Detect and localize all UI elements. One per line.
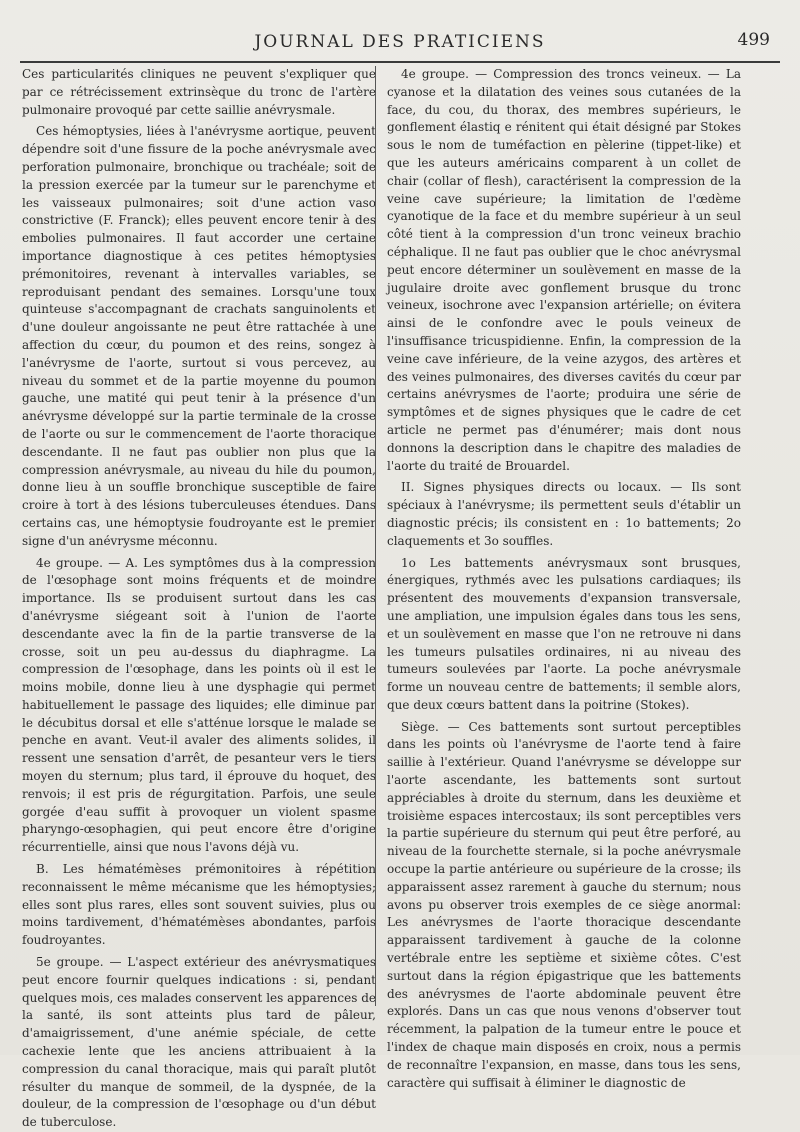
paragraph: 1o Les battements anévrysmaux sont brusques, énergiques, rythmés avec les pulsations cardiaques; ils présentent des mouvements d'expansion transversale, une ampliation, une impulsion égales dans tous les sens, et un soulèvement en masse que l'on ne retrouve ni dans les tumeurs pulsatiles ordinaires, ni au niveau des tumeurs soulevées par l'aorte. La poche anévrysmale forme un nouveau centre de battements; il semble alors, que deux cœurs battent dans la poitrine (Stokes). <box>387 555 741 712</box>
paragraph: Siège. — Ces battements sont surtout perceptibles dans les points où l'anévrysme de l'aorte tend à faire saillie à l'extérieur. Quand l'anévrysme se développe sur l'aorte ascendante, les battements sont surtout appréciables à droite du sternum, dans les deuxième et troisième espaces intercostaux; ils sont perceptibles vers la partie supérieure du sternum qui peut être perforé, au niveau de la fourchette sternale, si la poche anévrysmale occupe la partie antérieure ou supérieure de la crosse; ils apparaissent assez rarement à gauche du sternum; nous avons pu observer trois exemples de ce siège anormal: Les anévrysmes de l'aorte thoracique descendante apparaissent tardivement à gauche de la colonne vertébrale entre les septième et sixième côtes. C'est surtout dans la région épigastrique que les battements des anévrysmes de l'aorte abdominale peuvent être explorés. Dans un cas que nous venons d'observer tout récemment, la palpation de la tumeur entre le pouce et l'index de chaque main disposés en croix, nous a permis de reconnaître l'expansion, en masse, dans tous les sens, caractère qui suffisait à éliminer le diagnostic de <box>387 719 741 1090</box>
paragraph: Ces particularités cliniques ne peuvent s'expliquer que par ce rétrécissement extrinsèque du tronc de l'artère pulmonaire provoqué par cette saillie anévrysmale. <box>22 67 376 117</box>
paragraph: II. Signes physiques directs ou locaux. — Ils sont spéciaux à l'anévrysme; ils permettent seuls d'établir un diagnostic précis; ils consistent en : 1o battements; 2o claquements et 3o souffles. <box>387 480 741 548</box>
paragraph: Ces hémoptysies, liées à l'anévrysme aortique, peuvent dépendre soit d'une fissure de la poche anévrysmale avec perforation pulmonaire, bronchique ou trachéale; soit de la pression exercée par la tumeur sur le parenchyme et les vaisseaux pulmonaires; soit d'une action vaso constrictive (F. Franck); elles peuvent encore tenir à des embolies pulmonaires. Il faut accorder une certaine importance diagnostique à ces petites hémoptysies prémonitoires, revenant à intervalles variables, se reproduisant pendant des semaines. Lorsqu'une toux quinteuse s'accompagnant de crachats sanguinolents et d'une douleur angoissante ne peut être rattachée à une affection du cœur, du poumon et des reins, songez à l'anévrysme de l'aorte, surtout si vous percevez, au niveau du sommet et de la partie moyenne du poumon gauche, une matité qui peut tenir à la présence d'un anévrysme développé sur la partie terminale de la crosse de l'aorte ou sur le commencement de l'aorte thoracique descendante. Il ne faut pas oublier non plus que la compression anévrysmale, au niveau du hile du poumon, donne lieu à un souffle bronchique susceptible de faire croire à tort à des lésions tuberculeuses étendues. Dans certains cas, une hémoptysie foudroyante est le premier signe d'un anévrysme méconnu. <box>22 124 376 548</box>
paragraph: B. Les hématémèses prémonitoires à répétition reconnaissent le même mécanisme que les hémoptysies; elles sont plus rares, elles sont souvent suivies, plus ou moins tardivement, d'hématémèses abondantes, parfois foudroyantes. <box>22 862 376 948</box>
paragraph: 4e groupe. — Compression des troncs veineux. — La cyanose et la dilatation des veines sous cutanées de la face, du cou, du thorax, des membres supérieurs, le gonflement élastiq e rénitent qui était désigné par Stokes sous le nom de tuméfaction en pèlerine (tippet-like) et que les auteurs américains comparent à un collet de chair (collar of flesh), caractérisent la compression de la veine cave supérieure; la limitation de l'œdème cyanotique de la face et du membre supérieur à un seul côté tient à la compression d'un tronc veineux brachio céphalique. Il ne faut pas oublier que le choc anévrysmal peut encore déterminer un soulèvement en masse de la jugulaire droite avec gonflement brusque du tronc veineux, isochrone avec l'expansion artérielle; on évitera ainsi de le confondre avec le pouls veineux de l'insuffisance tricuspidienne. Enfin, la compression de la veine cave inférieure, de la veine azygos, des artères et des veines pulmonaires, des diverses cavités du cœur par certains anévrysmes de l'aorte; produira une série de symptômes et de signes physiques que le cadre de cet article ne permet pas d'énumérer; mais dont nous donnons la description dans le chapitre des maladies de l'aorte du traité de Brouardel. <box>387 67 741 473</box>
paragraph: 4e groupe. — A. Les symptômes dus à la compression de l'œsophage sont moins fréquents et de moindre importance. Ils se produisent surtout dans les cas d'anévrysme siégeant soit à l'union de l'aorte descendante avec la fin de la partie transverse de la crosse, soit un peu au-dessus du diaphragme. La compression de l'œsophage, dans les points où il est le moins mobile, donne lieu à une dysphagie qui permet habituellement le passage des liquides; elle diminue par le décubitus dorsal et elle s'atténue lorsque le malade se penche en avant. Veut-il avaler des aliments solides, il ressent une sensation d'arrêt, de pesanteur vers le tiers moyen du sternum; plus tard, il éprouve du hoquet, des renvois; il est pris de régurgitation. Parfois, une seule gorgée d'eau suffit à provoquer un violent spasme pharyngo-œsophagien, qui peut encore être d'origine récurrentielle, ainsi que nous l'avons déjà vu. <box>22 555 376 855</box>
column-divider <box>375 66 376 1006</box>
page-number: 499 <box>737 30 770 50</box>
right-column <box>387 66 741 1090</box>
paragraph: 5e groupe. — L'aspect extérieur des anévrysmatiques peut encore fournir quelques indications : si, pendant quelques mois, ces malades conservent les apparences de la santé, ils sont atteints plus tard de pâleur, d'amaigrissement, d'une anémie spéciale, de cette cachexie lente que les anciens attribuaient à la compression du canal thoracique, mais qui paraît plutôt résulter du manque de sommeil, de la dyspnée, de la douleur, de la compression de l'œsophage ou d'un début de tuberculose. <box>22 955 376 1130</box>
running-title: JOURNAL DES PRATICIENS <box>254 32 546 52</box>
page-header <box>20 26 780 56</box>
left-column <box>22 66 376 1130</box>
header-rule <box>20 61 780 63</box>
